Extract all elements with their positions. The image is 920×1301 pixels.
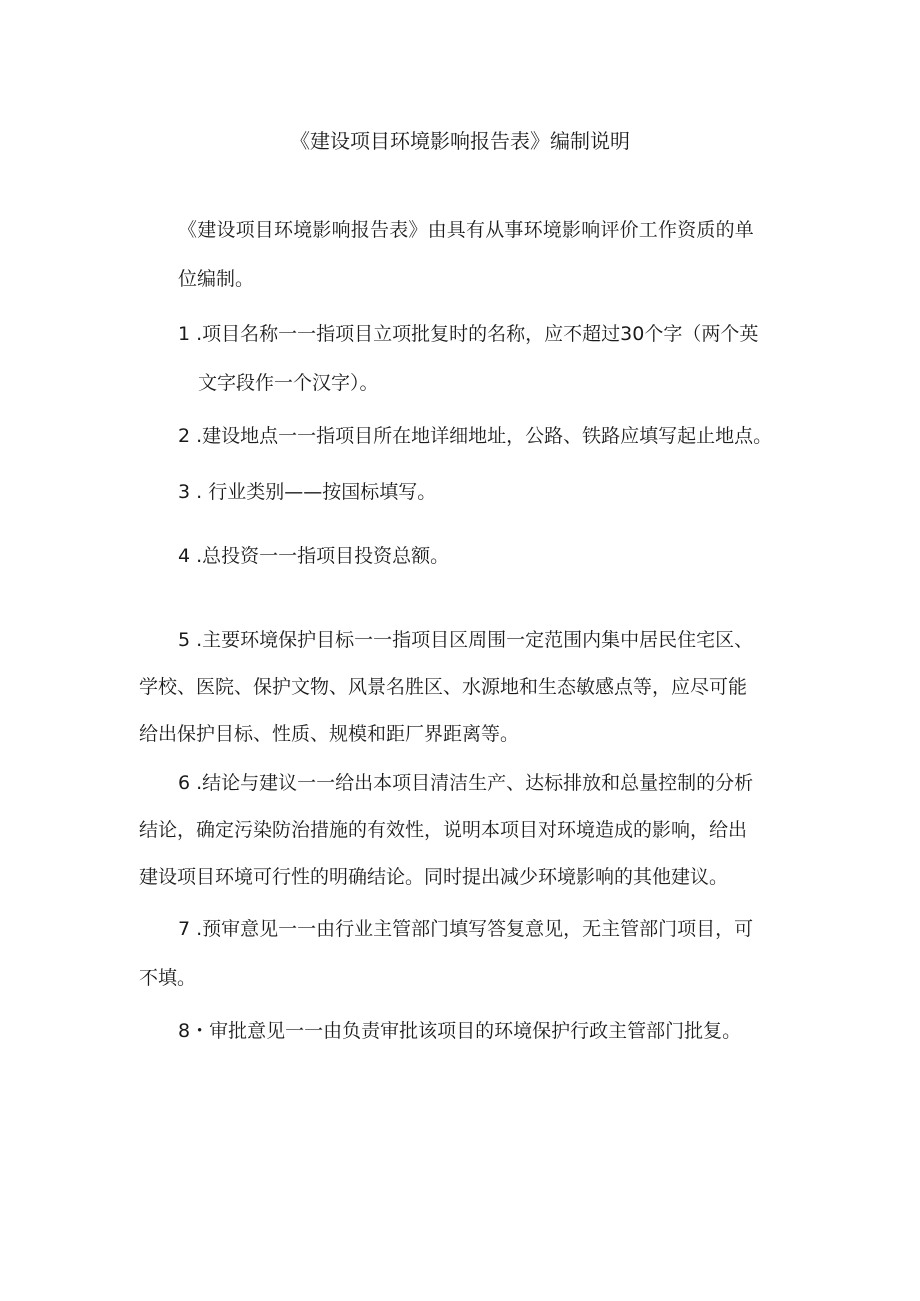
item-5-line-1: 5 .主要环境保护目标一一指项目区周围一定范围内集中居民住宅区、 <box>178 629 754 651</box>
item-1-line-1: 1 .项目名称一一指项目立项批复时的名称，应不超过30个字（两个英 <box>178 323 759 345</box>
item-4-line-1: 4 .总投资一一指项目投资总额。 <box>178 545 450 567</box>
item-2-line-1: 2 .建设地点一一指项目所在地详细地址，公路、铁路应填写起止地点。 <box>178 425 773 447</box>
item-5-line-2: 学校、医院、保护文物、风景名胜区、水源地和生态敏感点等，应尽可能 <box>139 676 748 698</box>
item-7-line-2: 不填。 <box>139 967 197 989</box>
item-5-line-3: 给出保护目标、性质、规模和距厂界距离等。 <box>139 723 520 745</box>
item-1-line-2: 文字段作一个汉字）。 <box>198 372 379 394</box>
document-title: 《建设项目环境影响报告表》编制说明 <box>290 129 630 153</box>
item-6-line-3: 建设项目环境可行性的明确结论。同时提出减少环境影响的其他建议。 <box>139 866 729 888</box>
item-6-line-1: 6 .结论与建议一一给出本项目清洁生产、达标排放和总量控制的分析 <box>178 772 754 794</box>
item-3-line-1: 3 . 行业类别——按国标填写。 <box>178 481 437 503</box>
item-8-line-1: 8・审批意见一一由负责审批该项目的环境保护行政主管部门批复。 <box>178 1020 742 1042</box>
intro-line-1: 《建设项目环境影响报告表》由具有从事环境影响评价工作资质的单 <box>178 219 755 241</box>
item-6-line-2: 结论，确定污染防治措施的有效性，说明本项目对环境造成的影响，给出 <box>139 819 748 841</box>
item-7-line-1: 7 .预审意见一一由行业主管部门填写答复意见，无主管部门项目，可 <box>178 918 754 940</box>
intro-line-2: 位编制。 <box>178 268 255 290</box>
